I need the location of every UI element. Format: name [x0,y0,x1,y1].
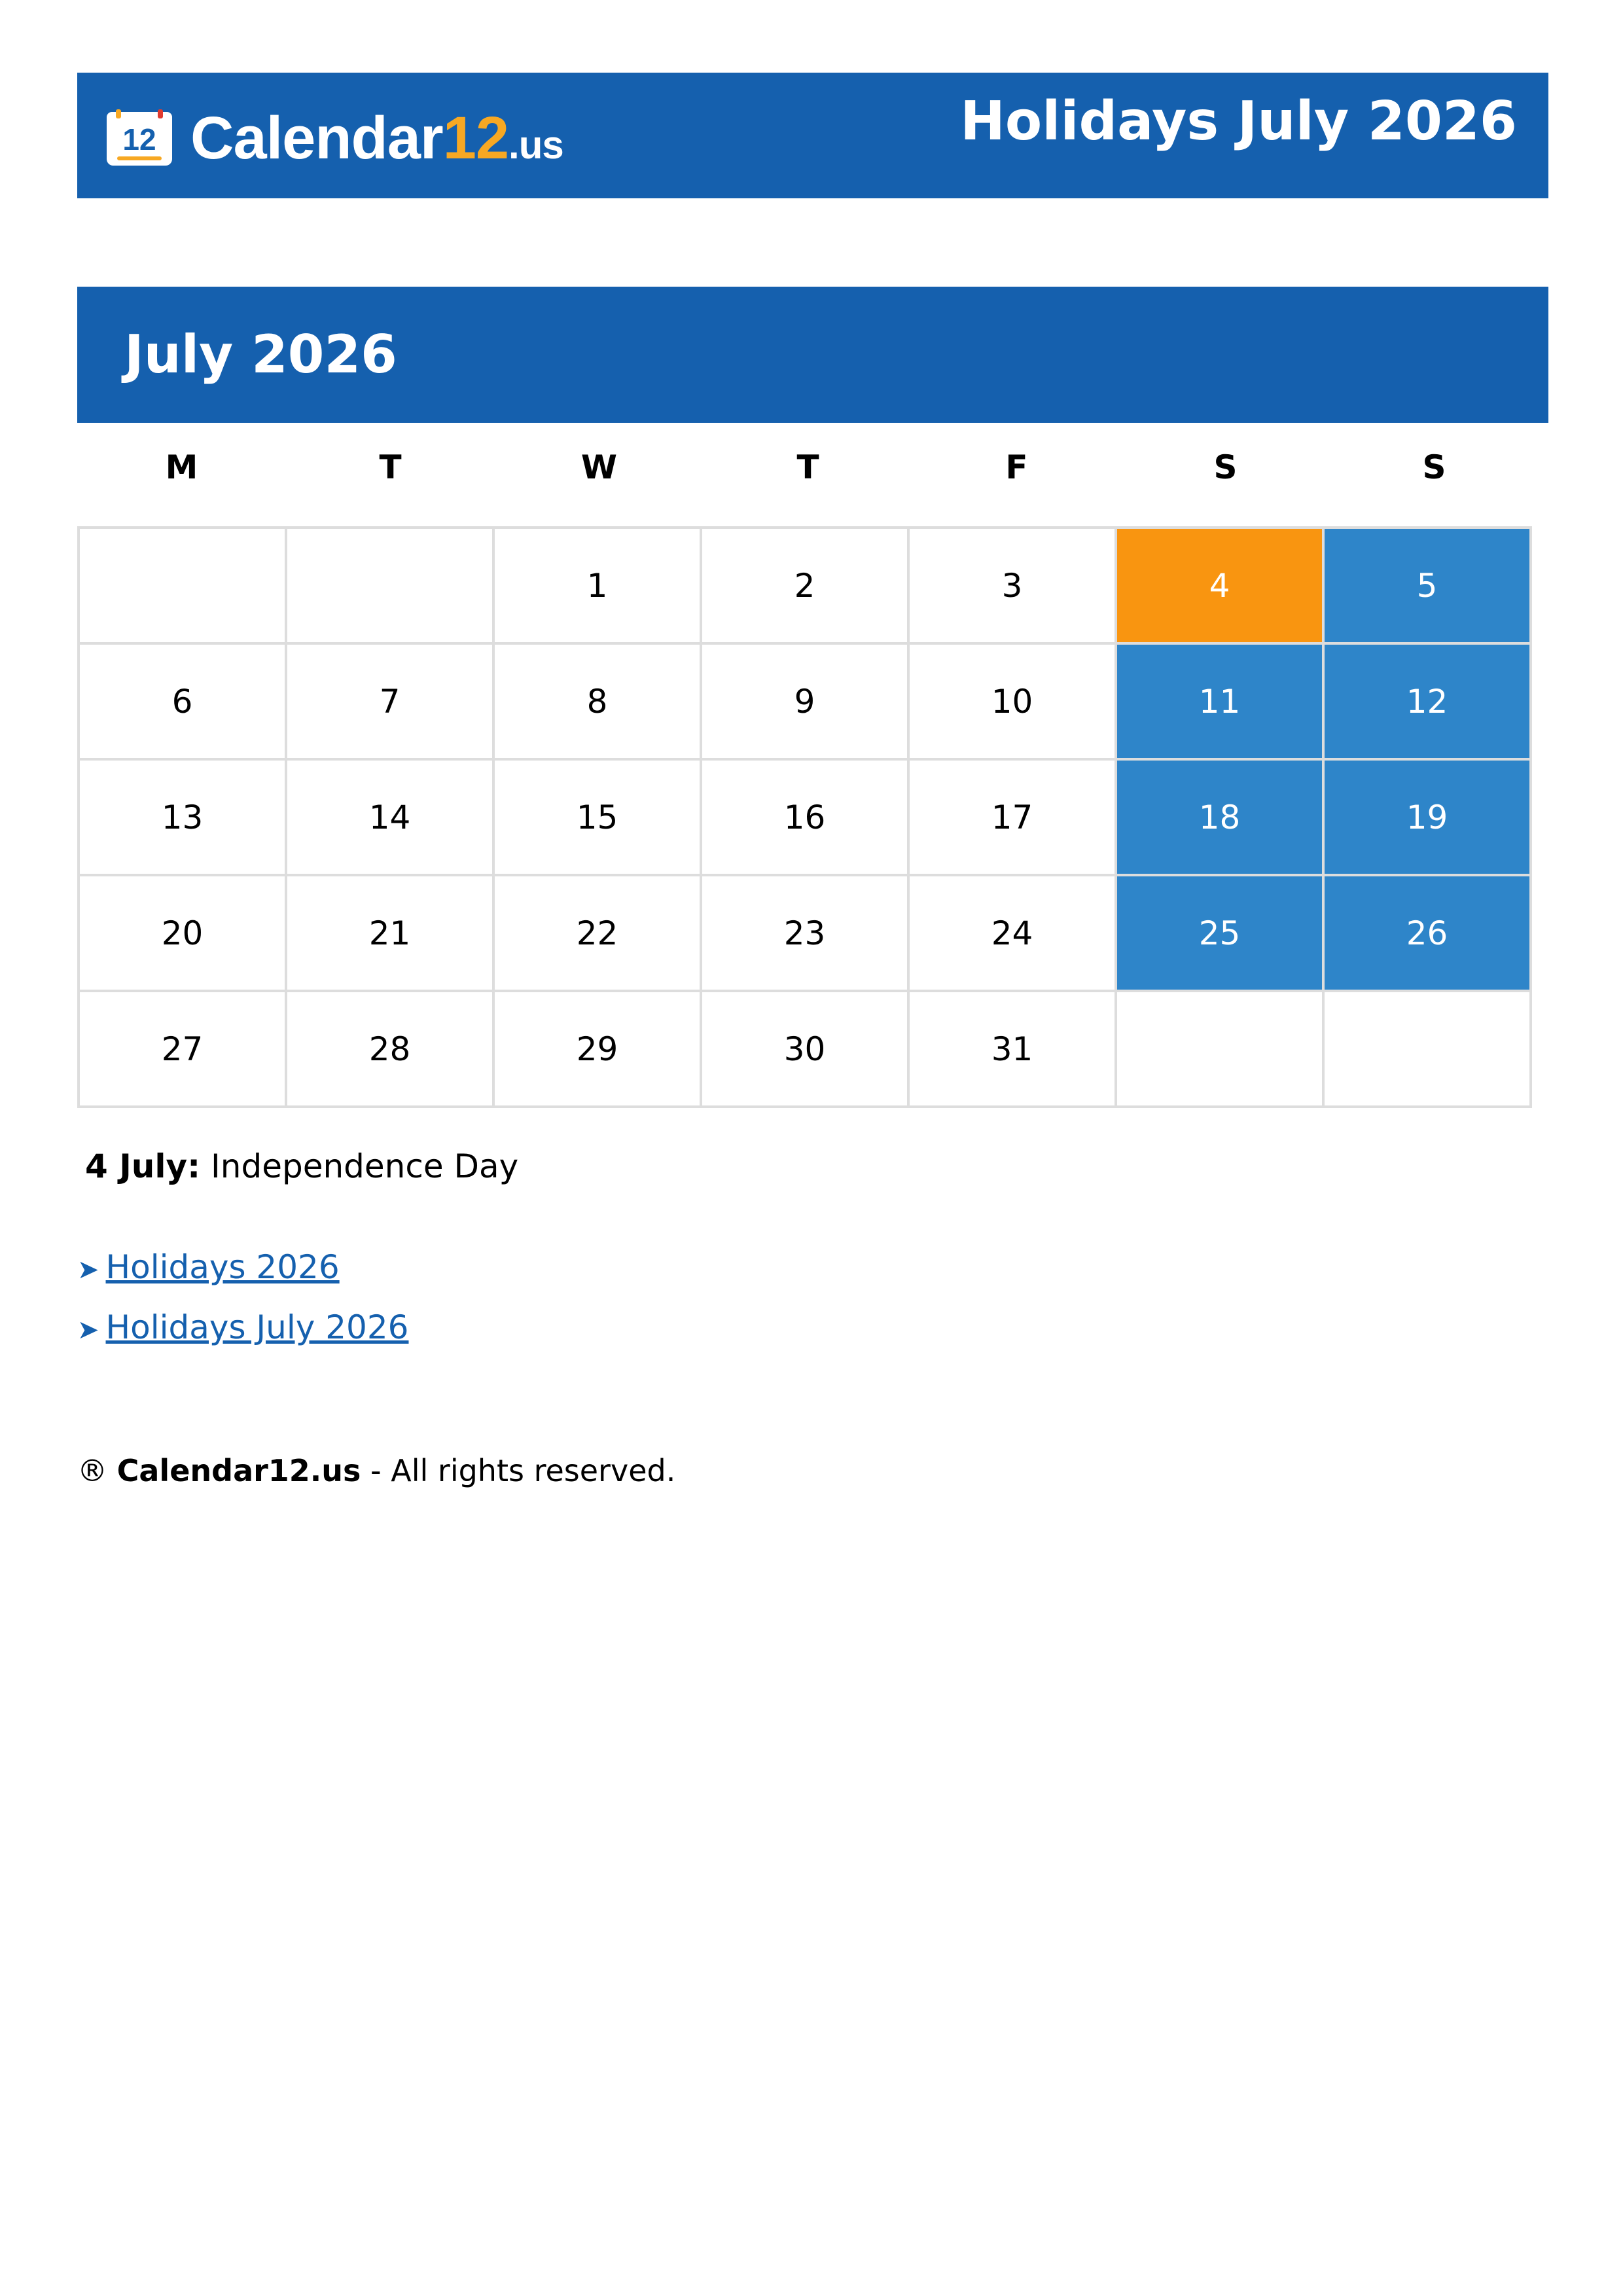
day-cell: 13 [79,759,286,875]
logo-tld: .us [508,123,563,167]
weekend-day-cell: 19 [1323,759,1531,875]
calendar-week [79,759,1531,875]
day-cell: 27 [79,991,286,1107]
footer-text: - All rights reserved. [361,1453,676,1488]
calendar-grid [77,526,1532,1108]
weekday-label: W [580,448,618,486]
holiday-name: Independence Day [211,1147,519,1185]
day-cell: 24 [908,875,1116,991]
weekend-day-cell: 12 [1323,643,1531,759]
day-cell: 7 [286,643,493,759]
day-cell [1116,991,1323,1107]
holiday-day-cell: 4 [1116,528,1323,643]
weekend-day-cell: 25 [1116,875,1323,991]
weekend-day-cell: 18 [1116,759,1323,875]
day-cell: 20 [79,875,286,991]
holidays-month-link[interactable]: Holidays July 2026 [105,1308,409,1346]
calendar-12-icon [105,109,173,167]
related-links [77,1247,408,1368]
day-cell: 3 [908,528,1116,643]
logo-number: 12 [442,105,509,171]
calendar-week [79,991,1531,1107]
day-cell: 16 [701,759,908,875]
site-logo[interactable] [105,105,563,171]
arrow-right-icon: ➤ [77,1315,99,1345]
weekend-day-cell: 26 [1323,875,1531,991]
weekend-day-cell: 11 [1116,643,1323,759]
page-title: Holidays July 2026 [960,90,1517,152]
day-cell: 1 [493,528,701,643]
day-cell [1323,991,1531,1107]
day-cell: 15 [493,759,701,875]
weekday-label: F [1005,448,1028,486]
logo-icon-number: 12 [122,122,156,156]
calendar-week [79,643,1531,759]
month-title: July 2026 [124,324,397,385]
calendar-week [79,528,1531,643]
day-cell: 21 [286,875,493,991]
weekday-label: M [165,448,198,486]
footer [77,1453,675,1489]
holiday-list-item [85,1147,518,1186]
month-header [77,287,1548,423]
calendar-week [79,875,1531,991]
link-item [77,1247,408,1308]
logo-wordmark [190,105,563,171]
link-item [77,1308,408,1368]
site-header [77,73,1548,198]
day-cell: 14 [286,759,493,875]
day-cell: 8 [493,643,701,759]
day-cell: 28 [286,991,493,1107]
day-cell: 22 [493,875,701,991]
day-cell: 10 [908,643,1116,759]
weekend-day-cell: 5 [1323,528,1531,643]
footer-brand: Calendar12.us [116,1453,361,1488]
day-cell: 30 [701,991,908,1107]
day-cell: 17 [908,759,1116,875]
weekday-label: S [1422,448,1446,486]
weekday-header-row [77,448,1539,487]
day-cell: 29 [493,991,701,1107]
weekday-label: T [796,448,819,486]
day-cell: 9 [701,643,908,759]
day-cell: 23 [701,875,908,991]
weekday-label: S [1213,448,1238,486]
day-cell: 2 [701,528,908,643]
logo-name: Calendar [190,105,443,171]
day-cell [286,528,493,643]
registered-icon: ® [77,1453,107,1488]
arrow-right-icon: ➤ [77,1255,99,1285]
holidays-year-link[interactable]: Holidays 2026 [105,1248,340,1286]
day-cell [79,528,286,643]
holiday-date: 4 July: [85,1147,201,1185]
day-cell: 31 [908,991,1116,1107]
day-cell: 6 [79,643,286,759]
weekday-label: T [379,448,402,486]
